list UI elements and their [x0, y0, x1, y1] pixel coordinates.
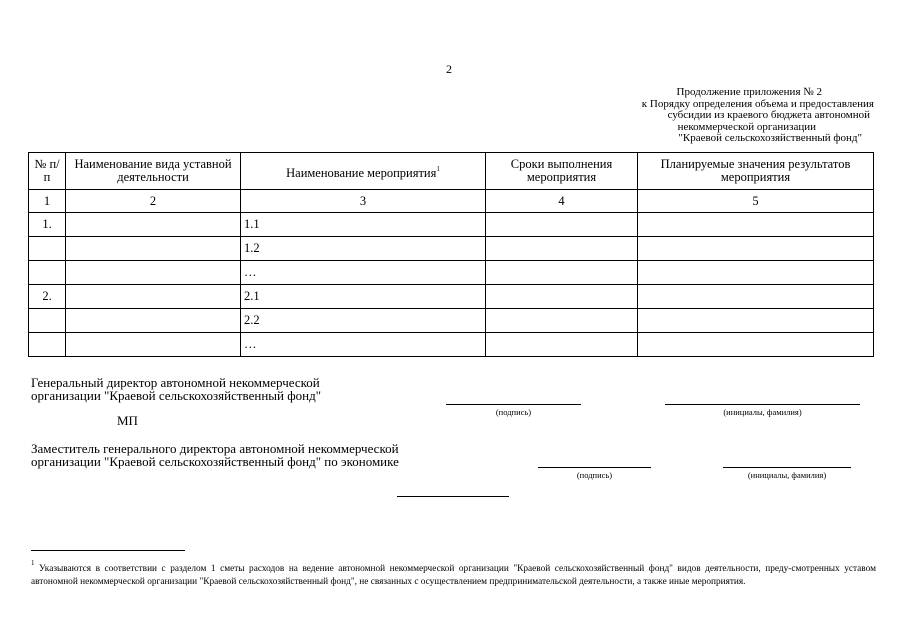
column-number: 3 [241, 190, 486, 213]
cell-results [638, 333, 874, 357]
cell-num [29, 237, 66, 261]
cell-event: 1.2 [241, 237, 486, 261]
director-signature-caption: (подпись) [495, 407, 532, 417]
header-event [241, 153, 486, 190]
deputy-name-line [723, 467, 851, 468]
cell-activity [66, 333, 241, 357]
cell-event: 2.1 [241, 285, 486, 309]
cell-terms [486, 213, 638, 237]
footnote-separator [31, 550, 185, 551]
appendix-line-1: Продолжение приложения № 2 [676, 86, 822, 98]
deputy-signature-caption: (подпись) [576, 470, 613, 480]
appendix-line-3: субсидии из краевого бюджета автономной [667, 109, 870, 121]
header-terms: Сроки выполнения мероприятия [486, 153, 638, 190]
extra-signature-line [397, 496, 509, 497]
cell-num [29, 309, 66, 333]
cell-results [638, 213, 874, 237]
header-event-label: Наименование мероприятия [286, 165, 437, 180]
cell-activity [66, 261, 241, 285]
cell-num [29, 333, 66, 357]
deputy-name-caption: (инициалы, фамилия) [747, 470, 827, 480]
column-number-row [29, 190, 874, 213]
cell-terms [486, 261, 638, 285]
cell-event: … [241, 261, 486, 285]
cell-activity [66, 213, 241, 237]
footnote-mark: 1 [436, 164, 440, 173]
cell-terms [486, 285, 638, 309]
cell-activity [66, 309, 241, 333]
header-num: № п/п [29, 153, 66, 190]
appendix-line-4: некоммерческой организации [677, 120, 816, 133]
cell-results [638, 261, 874, 285]
appendix-line-5: "Краевой сельскохозяйственный фонд" [678, 132, 862, 144]
table-row [29, 309, 874, 333]
cell-activity [66, 285, 241, 309]
director-name-caption: (инициалы, фамилия) [723, 407, 802, 417]
table-row [29, 285, 874, 309]
cell-results [638, 309, 874, 333]
director-title-line-2: организации "Краевой сельскохозяйственный фонд" [31, 388, 322, 403]
director-title-line-1: Генеральный директор автономной некоммерческой [31, 375, 320, 390]
seal-placeholder: МП [117, 413, 138, 428]
cell-num [29, 261, 66, 285]
cell-results [638, 237, 874, 261]
table-row [29, 333, 874, 357]
cell-event: … [241, 333, 486, 357]
cell-terms [486, 309, 638, 333]
cell-terms [486, 237, 638, 261]
cell-activity [66, 237, 241, 261]
table-row [29, 213, 874, 237]
cell-terms [486, 333, 638, 357]
events-table [28, 152, 874, 357]
cell-num: 1. [29, 213, 66, 237]
table-row [29, 261, 874, 285]
column-number: 4 [486, 190, 638, 213]
column-number: 2 [66, 190, 241, 213]
footnote-text: Указываются в соответствии с разделом 1 сметы расходов на ведение автономной некоммерческой организации "Краевой сельскохозяйственный фонд" видов деятельности, преду-смотренных уставом автономной некоммерческой организации "Краевой сельскохозяйственный фонд", не связанных с осуществлением предпринимательской деятельности, а также иные мероприятия. [31, 564, 876, 587]
page-number: 2 [446, 62, 452, 76]
column-number: 5 [638, 190, 874, 213]
deputy-signature-line [538, 467, 651, 468]
appendix-line-2: к Порядку определения объема и предоставления [641, 97, 874, 110]
deputy-title-line-2: организации "Краевой сельскохозяйственный фонд" по экономике [31, 454, 399, 469]
column-number: 1 [29, 190, 66, 213]
cell-num: 2. [29, 285, 66, 309]
header-results: Планируемые значения результатов мероприятия [638, 153, 874, 190]
deputy-title-line-1: Заместитель генерального директора автономной некоммерческой [31, 441, 399, 456]
appendix-header [554, 87, 874, 145]
footnote [31, 557, 876, 588]
cell-event: 1.1 [241, 213, 486, 237]
table-header-row [29, 153, 874, 190]
table-row [29, 237, 874, 261]
cell-results [638, 285, 874, 309]
header-activity: Наименование вида уставной деятельности [66, 153, 241, 190]
director-name-line [665, 404, 860, 405]
director-signature-line [446, 404, 581, 405]
footnote-number: 1 [31, 559, 35, 567]
cell-event: 2.2 [241, 309, 486, 333]
